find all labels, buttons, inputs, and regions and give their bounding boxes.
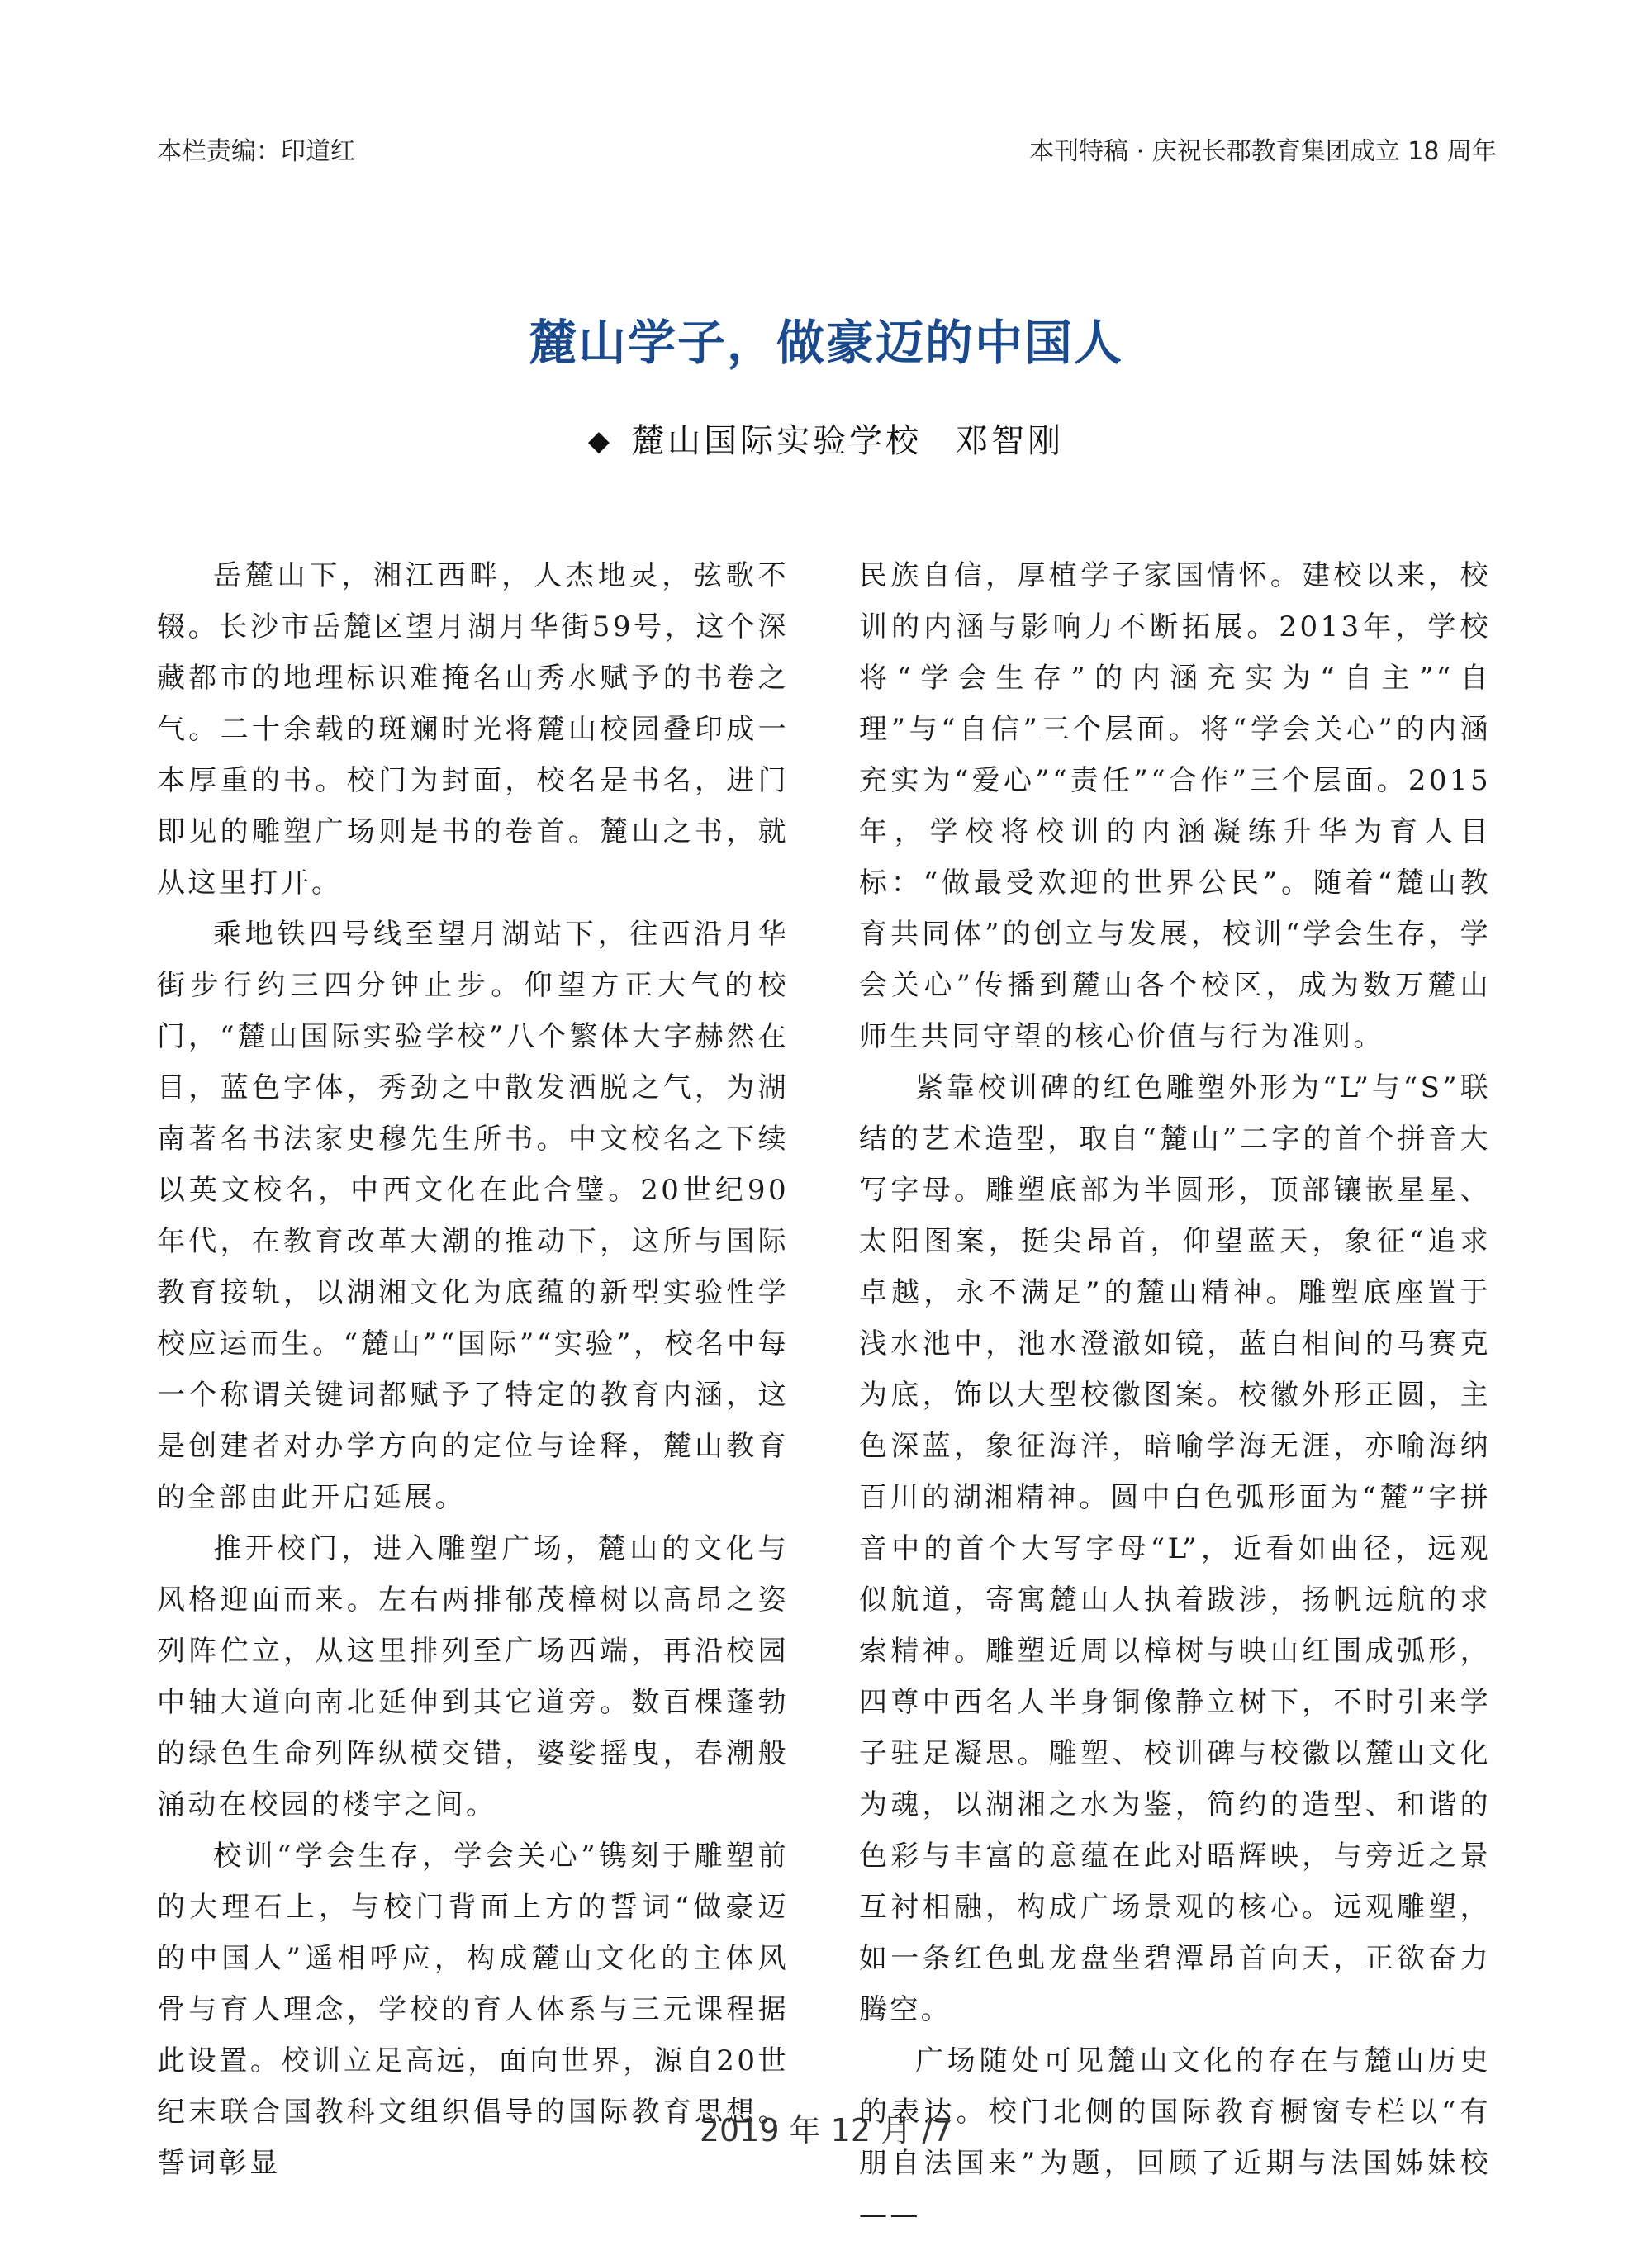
byline (0, 415, 1652, 462)
diamond-icon: ◆ (587, 425, 614, 458)
paragraph: 岳麓山下，湘江西畔，人杰地灵，弦歌不辍。长沙市岳麓区望月湖月华街59号，这个深藏都市的地理标识难掩名山秀水赋予的书卷之气。二十余载的斑斓时光将麓山校园叠印成一本厚重的书。校门为封面，校名是书名，进门即见的雕塑广场则是书的卷首。麓山之书，就从这里打开。 (157, 559, 789, 900)
paragraph: 校训“学会生存，学会关心”镌刻于雕塑前的大理石上，与校门背面上方的誓词“做豪迈的中国人”遥相呼应，构成麓山文化的主体风骨与育人理念，学校的育人体系与三元课程据此设置。校训立足高远，面向世界，源自20世纪末联合国教科文组织倡导的国际教育思想。誓词彰显 (157, 1840, 789, 2180)
paragraph: 紧靠校训碑的红色雕塑外形为“L”与“S”联结的艺术造型，取自“麓山”二字的首个拼音大写字母。雕塑底部为半圆形，顶部镶嵌星星、太阳图案，挺尖昂首，仰望蓝天，象征“追求卓越，永不满足”的麓山精神。雕塑底座置于浅水池中，池水澄澈如镜，蓝白相间的马赛克为底，饰以大型校徽图案。校徽外形正圆，主色深蓝，象征海洋，暗喻学海无涯，亦喻海纳百川的湖湘精神。圆中白色弧形面为“麓”字拼音中的首个大写字母“L”，近看如曲径，远观似航道，寄寓麓山人执着跋涉，扬帆远航的求索精神。雕塑近周以樟树与映山红围成弧形，四尊中西名人半身铜像静立树下，不时引来学子驻足凝思。雕塑、校训碑与校徽以麓山文化为魂，以湖湘之水为鉴，简约的造型、和谐的色彩与丰富的意蕴在此对晤辉映，与旁近之景互衬相融，构成广场景观的核心。远观雕塑，如一条红色虬龙盘坐碧潭昂首向天，正欲奋力腾空。 (859, 1071, 1491, 2026)
school-name: 麓山国际实验学校 (631, 422, 923, 460)
paragraph: 乘地铁四号线至望月湖站下，往西沿月华街步行约三四分钟止步。仰望方正大气的校门，“麓山国际实验学校”八个繁体大字赫然在目，蓝色字体，秀劲之中散发洒脱之气，为湖南著名书法家史穆先生所书。中文校名之下续以英文校名，中西文化在此合璧。20世纪90年代，在教育改革大潮的推动下，这所与国际教育接轨，以湖湘文化为底蕴的新型实验性学校应运而生。“麓山”“国际”“实验”，校名中每一个称谓关键词都赋予了特定的教育内涵，这是创建者对办学方向的定位与诠释，麓山教育的全部由此开启延展。 (157, 918, 789, 1514)
page-footer: 2019 年 12 月 /7 (699, 2112, 953, 2148)
paragraph-continued: 民族自信，厚植学子家国情怀。建校以来，校训的内涵与影响力不断拓展。2013年，学校将“学会生存”的内涵充实为“自主”“自理”与“自信”三个层面。将“学会关心”的内涵充实为“爱心”“责任”“合作”三个层面。2015年，学校将校训的内涵凝练升华为育人目标：“做最受欢迎的世界公民”。随着“麓山教育共同体”的创立与发展，校训“学会生存，学会关心”传播到麓山各个校区，成为数万麓山师生共同守望的核心价值与行为准则。 (859, 559, 1491, 1053)
article-title: 麓山学子，做豪迈的中国人 (528, 315, 1123, 371)
column-editor-header: 本栏责编：印道红 (157, 137, 355, 166)
author-name: 邓智刚 (955, 422, 1065, 460)
paragraph: 推开校门，进入雕塑广场，麓山的文化与风格迎面而来。左右两排郁茂樟树以高昂之姿列阵伫立，从这里排列至广场西端，再沿校园中轴大道向南北延伸到其它道旁。数百棵蓬勃的绿色生命列阵纵横交错，婆娑摇曳，春潮般涌动在校园的楼宇之间。 (157, 1532, 789, 1821)
special-feature-header: 本刊特稿 · 庆祝长郡教育集团成立 18 周年 (1029, 137, 1497, 166)
left-column (157, 550, 789, 2189)
right-column (859, 550, 1491, 2240)
paragraph: 广场随处可见麓山文化的存在与麓山历史的表达。校门北侧的国际教育橱窗专栏以“有朋自法国来”为题，回顾了近期与法国姊妹校—— (859, 2044, 1491, 2231)
